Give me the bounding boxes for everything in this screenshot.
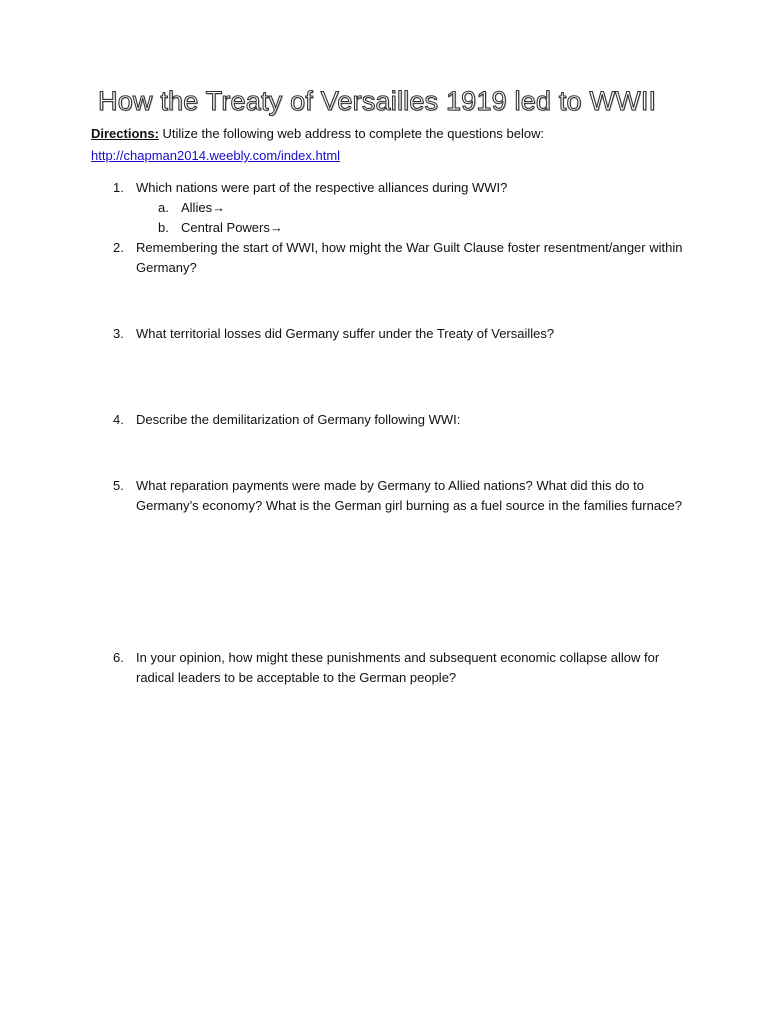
question-text: Which nations were part of the respective alliances during WWI? <box>136 180 508 195</box>
sub-item-letter: a. <box>158 200 169 215</box>
directions-text: Utilize the following web address to complete the questions below: <box>158 126 545 141</box>
question-number: 5. <box>113 478 124 493</box>
question-6 <box>113 648 693 688</box>
directions-label: Directions: <box>91 126 159 141</box>
sub-item-central-powers <box>158 218 283 238</box>
question-1 <box>113 178 693 198</box>
question-number: 6. <box>113 650 124 665</box>
web-address-link[interactable]: http://chapman2014.weebly.com/index.html <box>91 148 341 163</box>
page-title: How the Treaty of Versailles 1919 led to WWII <box>98 86 657 116</box>
question-text: What reparation payments were made by Germany to Allied nations? What did this do to Germany’s economy? What is the German girl burning as a fuel source in the families furnace? <box>136 478 683 513</box>
question-3 <box>113 324 693 344</box>
question-5 <box>113 476 693 516</box>
sub-item-text: Central Powers→ <box>181 220 283 235</box>
directions-line <box>91 126 544 141</box>
question-text: In your opinion, how might these punishments and subsequent economic collapse allow for radical leaders to be acceptable to the German people? <box>136 650 660 685</box>
question-number: 2. <box>113 240 124 255</box>
sub-item-allies <box>158 198 225 218</box>
sub-item-text: Allies→ <box>181 200 226 215</box>
question-text: Describe the demilitarization of Germany following WWI: <box>136 412 461 427</box>
question-number: 1. <box>113 180 124 195</box>
question-text: Remembering the start of WWI, how might the War Guilt Clause foster resentment/anger within Germany? <box>136 240 683 275</box>
question-2 <box>113 238 693 278</box>
question-number: 3. <box>113 326 124 341</box>
question-number: 4. <box>113 412 124 427</box>
question-4 <box>113 410 693 430</box>
sub-item-letter: b. <box>158 220 169 235</box>
question-text: What territorial losses did Germany suffer under the Treaty of Versailles? <box>136 326 555 341</box>
